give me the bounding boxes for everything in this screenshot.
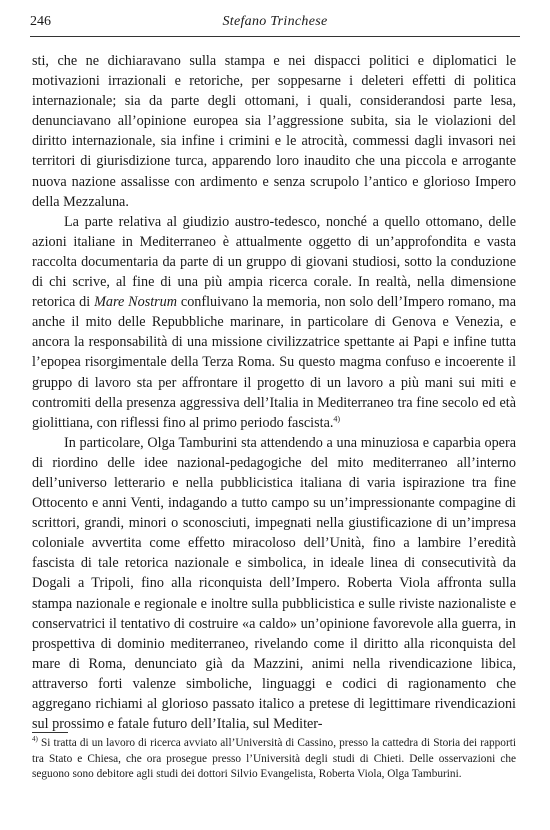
- footnote-marker: 4): [32, 735, 38, 744]
- body-text: [32, 51, 516, 734]
- paragraph-2: [32, 212, 516, 433]
- footnote: [32, 736, 516, 783]
- mare-nostrum-italic: Mare Nostrum: [94, 294, 178, 311]
- footnote-reference[interactable]: 4): [333, 413, 341, 423]
- page-header: [30, 14, 520, 34]
- header-rule: [30, 36, 520, 37]
- paragraph-1: sti, che ne dichiaravano sulla stampa e nei dispacci politici e diplomatici le motivazioni irrazionali e retoriche, per soppesarne i deleteri effetti di politica internazionale; sia da parte degli ottomani, i quali, considerandosi parte lesa, denunciavano all’opinione europea sia l’aggressione subita, sia le violazioni del diritto internazionale, sia infine i crimini e le atrocità, commessi dagli invasori nei territori di giurisdizione turca, apparendo loro inaudito che una piccola e arrogante nuova nazione assalisse con ardimento e senza scrupolo l’antico e glorioso Impero della Mezzaluna.: [32, 53, 516, 210]
- paragraph-2-text-a: La parte relativa al giudizio austro-tedesco, nonché a quello ottomano, delle azioni italiane in Mediterraneo è attualmente oggetto di un’approfondita e vasta raccolta documentaria da parte di un gruppo di giovani studiosi, sotto la conduzione di chi scrive, al fine di una più ampia ricerca corale. In realtà, nella dimensione retorica di: [32, 213, 516, 311]
- footnote-rule: [32, 732, 68, 733]
- paragraph-3: In particolare, Olga Tamburini sta attendendo a una minuziosa e caparbia opera di riordino delle idee nazional-pedagogiche del mito mediterraneo all’interno dell’universo letterario e nella pubblicistica italiana di varia ispirazione tra fine Ottocento e anni Venti, indagando a tutto campo su un’impressionante compagine di scrittori, grandi, minori o sconosciuti, impegnati nella giustificazione di un’impresa coloniale avvertita come effetto miracoloso dell’Unità, fino a lambire l’eredità fascista di tale retorica nazionale e simbolica, in ideale linea di consecutività da Dogali a Tripoli, fino alla riconquista dell’Impero. Roberta Viola affronta sulla stampa nazionale e regionale e inoltre sulla pubblicistica e sulle riviste nazionaliste e conservatrici il tentativo di costruire «a caldo» un’opinione favorevole alla guerra, in prospettiva di dominio mediterraneo, rivelando come il diritto alla riconquista del mare di Roma, denunciato già da Mazzini, animi nella rivendicazione libica, attraverso forti valenze simboliche, linguaggi e codici di ragionamento che aggregano richiami al glorioso passato italico a pretese di legittimare rivendicazioni sul prossimo e fatale futuro dell’Italia, sul Mediter-: [32, 434, 516, 733]
- footnote-paragraph: [32, 736, 516, 783]
- running-head: Stefano Trinchese: [222, 14, 328, 29]
- footnote-text: Si tratta di un lavoro di ricerca avviato all’Università di Cassino, presso la cattedra di Storia dei rapporti tra Stato e Chiesa, che ora prosegue presso l’Università degli studi di Chieti. Delle osservazioni che seguono sono debitore agli studi dei dottori Silvio Evangelista, Roberta Viola, Olga Tamburini.: [32, 737, 516, 781]
- paragraph-2-text-b: confluivano la memoria, non solo dell’Impero romano, ma anche il mito delle Repubbliche marinare, in particolare di Genova e Venezia, e ancora la responsabilità di una missione civilizzatrice spettante ai Papi e infine tutta l’epopea risorgimentale della Terza Roma. Su questo magma confuso e incoerente il gruppo di lavoro sta per affrontare il progetto di un lavoro a più mani sui miti e contromiti della presenza aggressiva dell’Italia in Mediterraneo tra fine secolo ed età giolittiana, con riflessi fino al primo periodo fascista.: [32, 294, 516, 431]
- page-number: 246: [30, 14, 51, 29]
